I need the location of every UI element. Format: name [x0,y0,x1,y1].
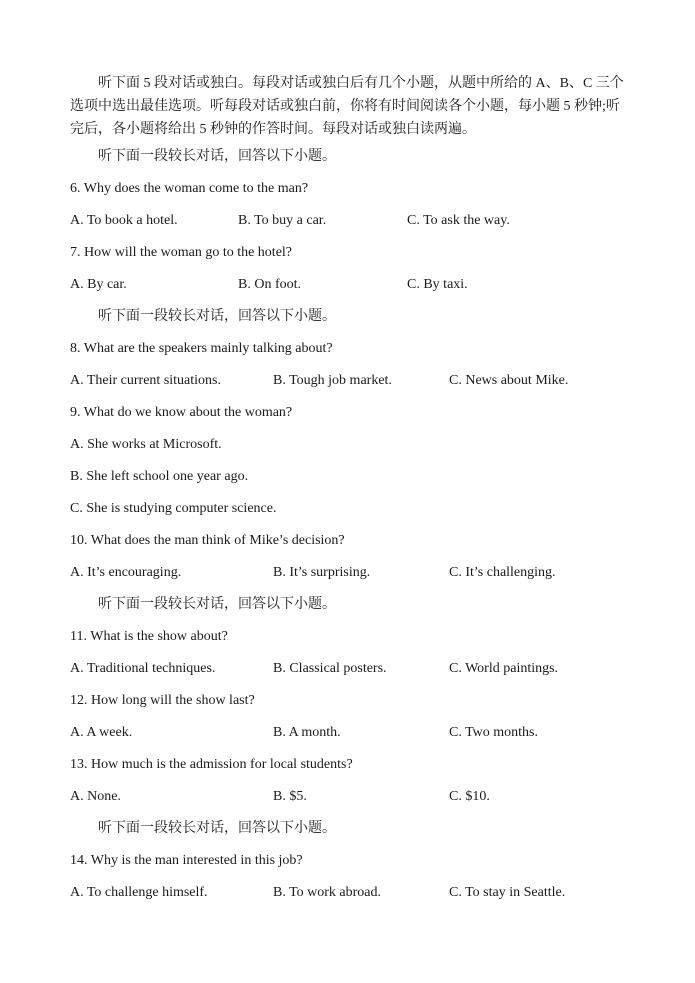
q7-option-b: B. On foot. [238,277,301,292]
q10-option-c: C. It’s challenging. [449,565,556,580]
q12-option-c: C. Two months. [449,725,538,740]
question-11: 11. What is the show about? [70,629,228,644]
q12-option-a: A. A week. [70,725,133,740]
q12-option-b: B. A month. [273,725,341,740]
q7-option-a: A. By car. [70,277,127,292]
q6-option-c: C. To ask the way. [407,213,510,228]
q7-option-c: C. By taxi. [407,277,468,292]
q13-option-c: C. $10. [449,789,490,804]
q6-option-b: B. To buy a car. [238,213,327,228]
q8-option-c: C. News about Mike. [449,373,569,388]
q11-option-a: A. Traditional techniques. [70,661,216,676]
q6-option-a: A. To book a hotel. [70,213,178,228]
question-8: 8. What are the speakers mainly talking about? [70,341,333,356]
section-intro: 听下面 5 段对话或独白。每段对话或独白后有几个小题，从题中所给的 A、B、C 三个选项中选出最佳选项。听每段对话或独白前，你将有时间阅读各个小题，每小题 5 秒钟;听完后，各小题将给出 5 秒钟的作答时间。每段对话或独白读两遍。 [70,76,624,137]
instruction-2: 听下面一段较长对话，回答以下小题。 [98,309,336,324]
q9-option-a: A. She works at Microsoft. [70,437,222,452]
question-6: 6. Why does the woman come to the man? [70,181,309,196]
q11-option-c: C. World paintings. [449,661,559,676]
question-7: 7. How will the woman go to the hotel? [70,245,293,260]
instruction-4: 听下面一段较长对话，回答以下小题。 [98,821,336,836]
question-10: 10. What does the man think of Mike’s decision? [70,533,345,548]
question-9: 9. What do we know about the woman? [70,405,293,420]
q10-option-b: B. It’s surprising. [273,565,371,580]
q11-option-b: B. Classical posters. [273,661,387,676]
q9-option-b: B. She left school one year ago. [70,469,249,484]
question-12: 12. How long will the show last? [70,693,255,708]
q14-option-c: C. To stay in Seattle. [449,885,566,900]
q14-option-a: A. To challenge himself. [70,885,208,900]
q8-option-b: B. Tough job market. [273,373,392,388]
instruction-3: 听下面一段较长对话，回答以下小题。 [98,597,336,612]
instruction-1: 听下面一段较长对话，回答以下小题。 [98,149,336,164]
q13-option-a: A. None. [70,789,121,804]
q13-option-b: B. $5. [273,789,307,804]
question-14: 14. Why is the man interested in this job? [70,853,303,868]
q10-option-a: A. It’s encouraging. [70,565,182,580]
q14-option-b: B. To work abroad. [273,885,382,900]
q8-option-a: A. Their current situations. [70,373,221,388]
q9-option-c: C. She is studying computer science. [70,501,277,516]
question-13: 13. How much is the admission for local students? [70,757,353,772]
